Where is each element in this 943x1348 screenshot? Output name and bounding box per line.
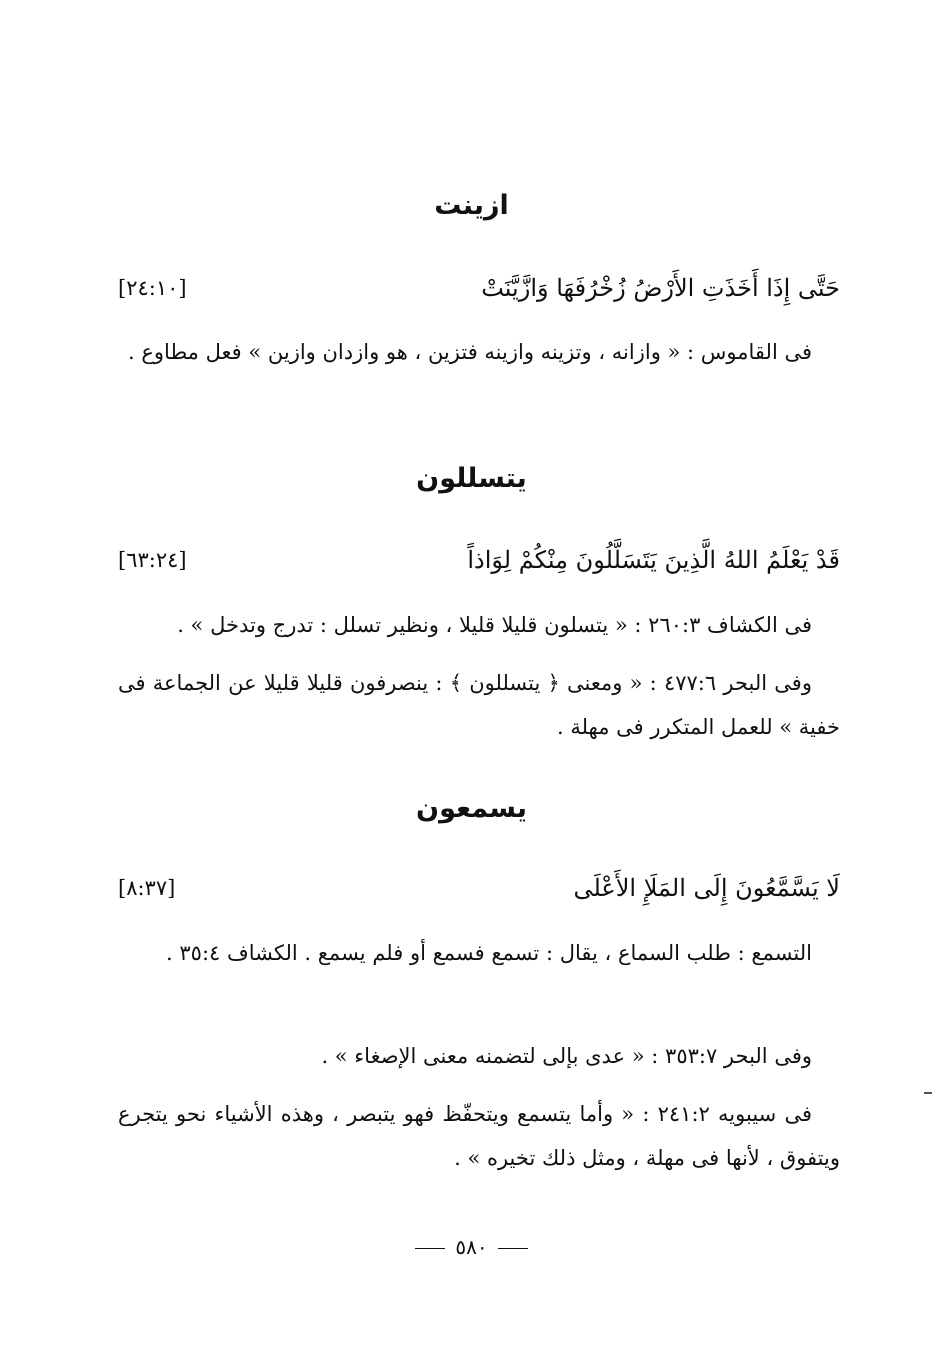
page-footer (0, 1232, 943, 1262)
footer-dash (415, 1248, 445, 1250)
page-number: ٥٨٠ (455, 1235, 488, 1259)
commentary-paragraph (118, 1092, 840, 1180)
quran-verse: قَدْ يَعْلَمُ اللهُ الَّذِينَ يَتَسَلَّلُونَ مِنْكُمْ لِوَاذاً (467, 546, 840, 574)
entry-heading-yassammaun: يسمعون (416, 793, 527, 824)
commentary-paragraph (118, 603, 840, 647)
entry-heading-yatasallalun: يتسللون (416, 463, 527, 494)
margin-mark (924, 1092, 932, 1094)
paragraph-text: التسمع : طلب السماع ، يقال : تسمع فسمع أو فلم يسمع . الكشاف ٣٥:٤ . (166, 941, 812, 965)
entry-heading-izzayyanat: ازينت (434, 190, 509, 221)
commentary-paragraph (118, 661, 840, 749)
commentary-paragraph (118, 931, 840, 975)
footer-dash (498, 1248, 528, 1250)
verse-row (118, 540, 840, 580)
commentary-paragraph (118, 1034, 840, 1078)
quran-verse: لَا يَسَّمَّعُونَ إِلَى المَلَإِ الأَعْلَى (573, 874, 840, 902)
verse-reference: [٢٤:١٠] (118, 276, 187, 300)
paragraph-text: وفى البحر ٤٧٧:٦ : « ومعنى ﴿ يتسللون ﴾ : ينصرفون قليلا قليلا عن الجماعة فى خفية » للعمل المتكرر فى مهلة . (118, 671, 840, 739)
verse-reference: [٨:٣٧] (118, 876, 176, 900)
paragraph-text: فى الكشاف ٢٦٠:٣ : « يتسلون قليلا قليلا ، ونظير تسلل : تدرج وتدخل » . (177, 613, 812, 637)
verse-row (118, 868, 840, 908)
verse-row (118, 268, 840, 308)
paragraph-text: فى سيبويه ٢٤١:٢ : « وأما يتسمع ويتحفّظ فهو يتبصر ، وهذه الأشياء نحو يتجرع ويتفوق ، لأنها فى مهلة ، ومثل ذلك تخيره » . (118, 1102, 840, 1170)
paragraph-text: فى القاموس : « وازانه ، وتزينه وازينه فتزين ، هو وازدان وازين » فعل مطاوع . (128, 340, 812, 364)
verse-reference: [٦٣:٢٤] (118, 548, 187, 572)
paragraph-text: وفى البحر ٣٥٣:٧ : « عدى بإلى لتضمنه معنى الإصغاء » . (321, 1044, 812, 1068)
commentary-paragraph (118, 330, 840, 374)
quran-verse: حَتَّى إِذَا أَخَذَتِ الأَرْضُ زُخْرُفَهَا وَازَّيَّنَتْ (481, 274, 840, 302)
